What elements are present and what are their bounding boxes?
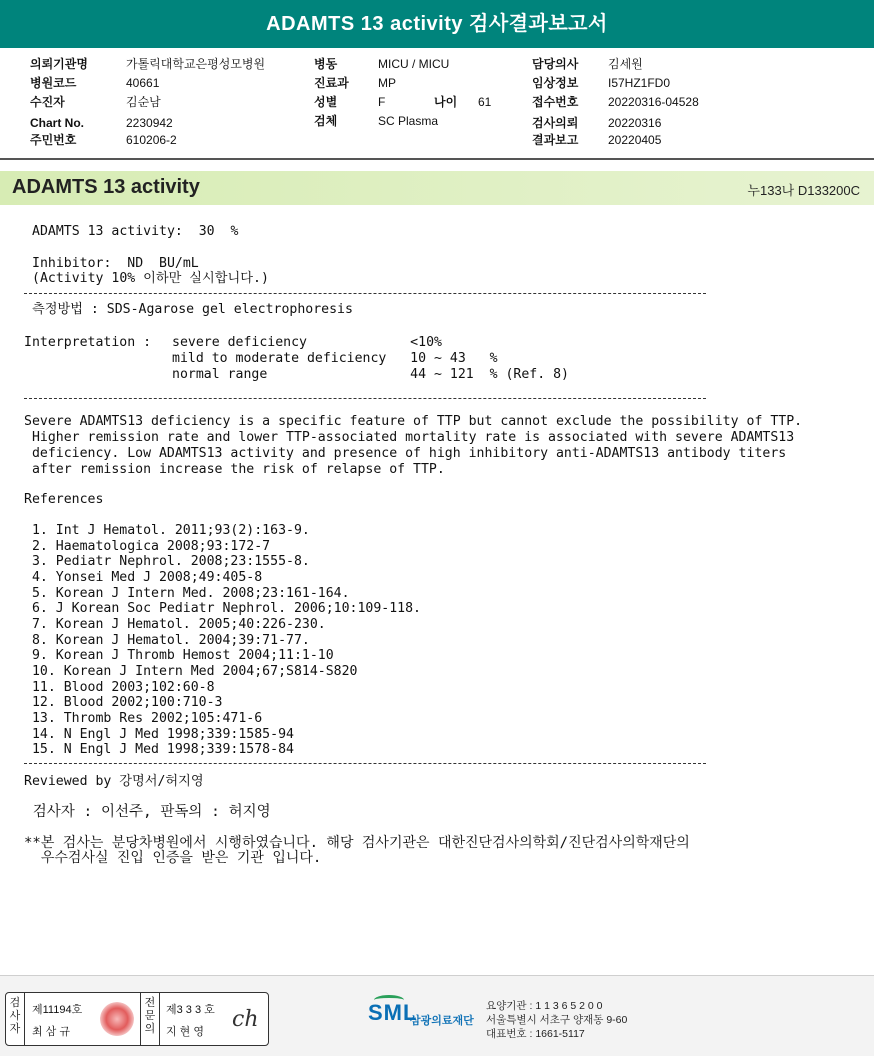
info-label: 수진자 [30, 95, 65, 109]
references-title: References [24, 492, 104, 507]
interpretation-row: mild to moderate deficiency 10 ~ 43 % [172, 351, 498, 366]
reference-item: 8. Korean J Hematol. 2004;39:71-77. [24, 633, 310, 648]
info-label: Chart No. [30, 116, 84, 130]
info-label: 병동 [314, 57, 338, 71]
info-label: 임상정보 [532, 76, 579, 90]
reference-item: 10. Korean J Intern Med 2004;67;S814-S820 [24, 664, 358, 679]
reference-item: 12. Blood 2002;100:710-3 [24, 695, 223, 710]
org-name: 삼광의료재단 [410, 1015, 474, 1027]
reference-item: 6. J Korean Soc Pediatr Nephrol. 2006;10:109-118. [24, 601, 421, 616]
notice-line: 우수검사실 진입 인증을 받은 기관 입니다. [24, 850, 322, 866]
info-value: I57HZ1FD0 [608, 76, 671, 90]
info-value: 610206-2 [126, 133, 177, 147]
comment-line: deficiency. Low ADAMTS13 activity and presence of high inhibitory anti-ADAMTS13 antibody titers [24, 446, 787, 461]
reference-item: 4. Yonsei Med J 2008;49:405-8 [24, 570, 263, 585]
info-label: 담당의사 [532, 57, 579, 71]
info-label: 검사의뢰 [532, 116, 579, 130]
cell-separator [159, 993, 160, 1045]
reference-item: 13. Thromb Res 2002;105:471-6 [24, 711, 263, 726]
reference-item: 15. N Engl J Med 1998;339:1578-84 [24, 742, 294, 757]
cell-separator [140, 993, 141, 1045]
info-label: 주민번호 [30, 133, 77, 147]
reference-item: 11. Blood 2003;102:60-8 [24, 680, 215, 695]
info-label: 검체 [314, 114, 338, 128]
report-title: ADAMTS 13 activity 검사결과보고서 [0, 0, 874, 48]
age-label: 나이 [434, 95, 458, 109]
info-value: 김순남 [126, 95, 161, 109]
signature-box [5, 992, 269, 1046]
comment-line: Higher remission rate and lower TTP-associated mortality rate is associated with severe ADAMTS13 [24, 430, 795, 445]
reference-item: 9. Korean J Thromb Hemost 2004;11:1-10 [24, 648, 334, 663]
notice-line: **본 검사는 분당차병원에서 시행하였습니다. 해당 검사기관은 대한진단검사의학회/진단검사의학재단의 [24, 835, 690, 851]
interpretation-row: normal range 44 ~ 121 % (Ref. 8) [172, 367, 569, 382]
comment-line: Severe ADAMTS13 deficiency is a specific feature of TTP but cannot exclude the possibility of TTP. [24, 414, 803, 429]
org-info-line: 서울특별시 서초구 양재동 9-60 [486, 1014, 628, 1026]
method-line: 측정방법 : SDS-Agarose gel electrophoresis [32, 302, 353, 317]
section-code: 누133나 D133200C [747, 183, 860, 198]
doctor-name: 지 현 영 [166, 1026, 204, 1038]
footer-divider [0, 975, 874, 976]
logo-text: SML [368, 1000, 418, 1025]
section-title: ADAMTS 13 activity [12, 176, 200, 198]
interpretation-row: severe deficiency <10% [172, 335, 442, 350]
info-value: 20220316 [608, 116, 662, 130]
inspector-license: 제11194호 [32, 1004, 83, 1016]
reviewed-by: Reviewed by 강명서/허지영 [24, 774, 204, 789]
interpretation-label: Interpretation : [24, 335, 152, 350]
info-value: 김세원 [608, 57, 643, 71]
signature-image: ch [232, 1007, 259, 1032]
inspector-line: 검사자 : 이선주, 판독의 : 허지영 [24, 804, 271, 820]
org-info-line: 요양기관 : 1 1 3 6 5 2 0 0 [486, 1000, 603, 1012]
info-value: 40661 [126, 76, 160, 90]
header-divider [0, 158, 874, 160]
info-value: MP [378, 76, 396, 90]
info-label: 접수번호 [532, 95, 579, 109]
info-label: 병원코드 [30, 76, 77, 90]
info-value: F [378, 95, 386, 109]
info-value: 2230942 [126, 116, 173, 130]
org-info [486, 999, 627, 1041]
cell-separator [24, 993, 25, 1045]
dashed-divider [24, 398, 706, 399]
info-label: 성별 [314, 95, 338, 109]
section-header [0, 171, 874, 205]
reference-item: 1. Int J Hematol. 2011;93(2):163-9. [24, 523, 310, 538]
comment-line: after remission increase the risk of relapse of TTP. [24, 462, 445, 477]
activity-result: ADAMTS 13 activity: 30 % [32, 224, 239, 239]
logo-arc-icon [374, 995, 404, 1005]
dashed-divider [24, 763, 706, 764]
inspector-vertical-label: 검사자 [9, 997, 21, 1035]
info-value: 20220316-04528 [608, 95, 699, 109]
reference-item: 5. Korean J Intern Med. 2008;23:161-164. [24, 586, 350, 601]
reference-item: 7. Korean J Hematol. 2005;40:226-230. [24, 617, 326, 632]
info-label: 진료과 [314, 76, 349, 90]
reference-item: 3. Pediatr Nephrol. 2008;23:1555-8. [24, 554, 310, 569]
inhibitor-note: (Activity 10% 이하만 실시합니다.) [32, 271, 269, 286]
info-value: SC Plasma [378, 114, 439, 128]
info-label: 의뢰기관명 [30, 57, 88, 71]
info-value: MICU / MICU [378, 57, 450, 71]
reference-item: 14. N Engl J Med 1998;339:1585-94 [24, 727, 294, 742]
dashed-divider [24, 293, 706, 294]
info-label: 결과보고 [532, 133, 579, 147]
reference-item: 2. Haematologica 2008;93:172-7 [24, 539, 271, 554]
info-value: 가톨릭대학교은평성모병원 [126, 57, 266, 71]
seal-stamp [100, 1002, 134, 1036]
doctor-license: 제3 3 3 호 [166, 1004, 215, 1016]
doctor-vertical-label: 전문의 [144, 997, 156, 1035]
inhibitor-result: Inhibitor: ND BU/mL [32, 256, 199, 271]
age-value: 61 [478, 95, 492, 109]
org-info-line: 대표번호 : 1661-5117 [486, 1028, 585, 1040]
info-value: 20220405 [608, 133, 662, 147]
inspector-name: 최 삼 규 [32, 1026, 70, 1038]
